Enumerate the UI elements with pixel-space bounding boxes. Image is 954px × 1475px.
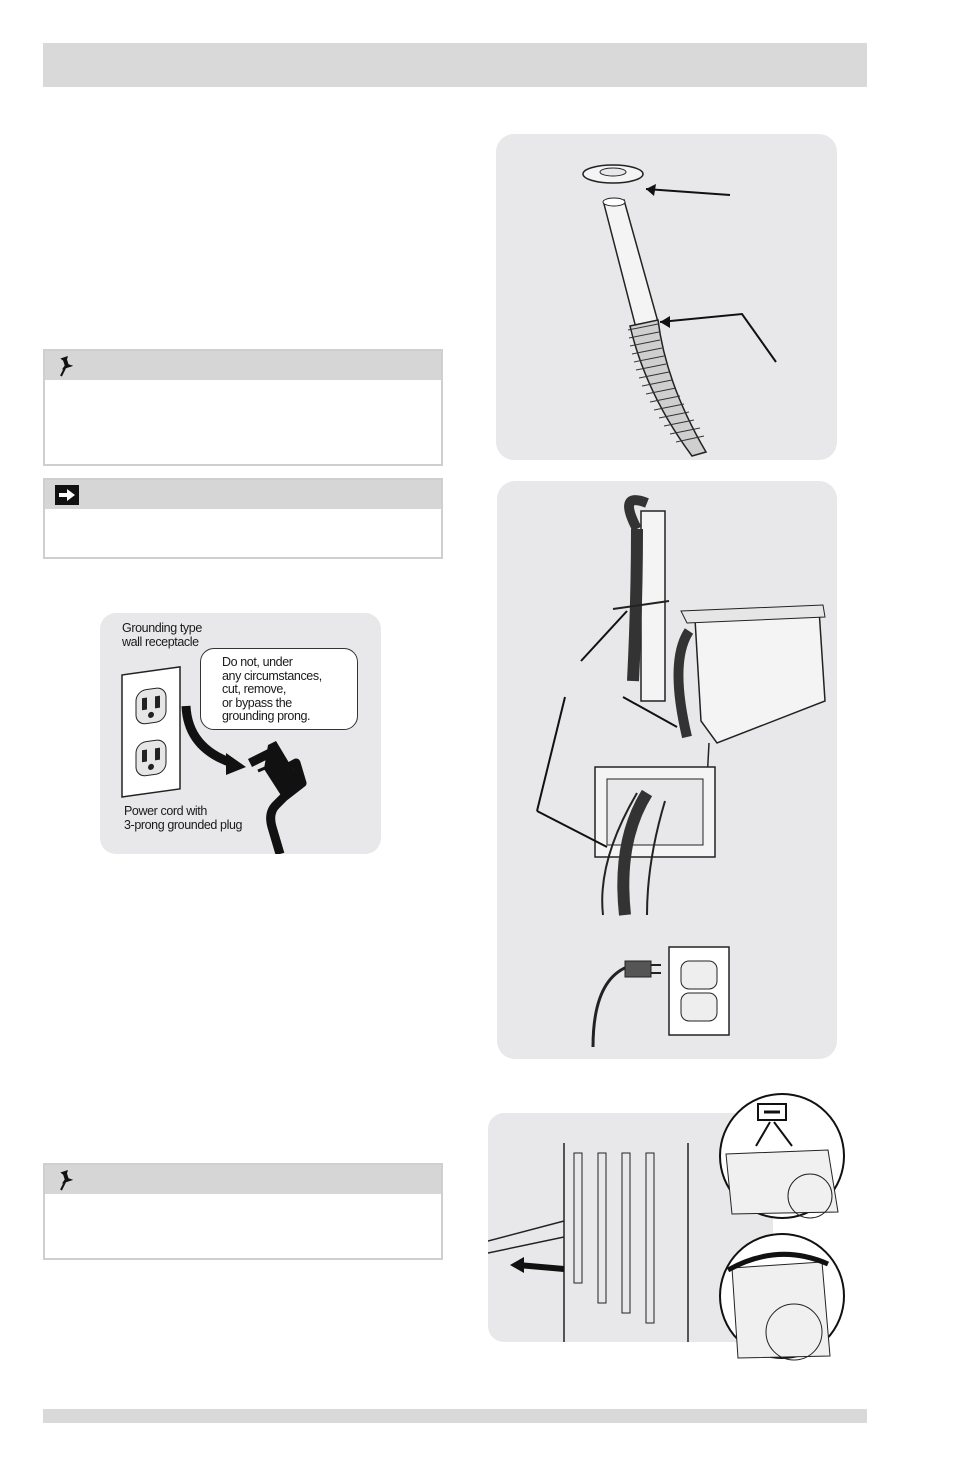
grounding-figure: [100, 613, 381, 854]
warning-bubble: [200, 648, 358, 730]
plug-label: Power cord with 3-prong grounded plug: [124, 804, 243, 832]
note-box-2: [43, 1163, 443, 1260]
arrow-right-icon: [55, 484, 79, 506]
note-box-1: [43, 349, 443, 466]
pushpin-icon: [55, 1169, 79, 1191]
note-header: [45, 1165, 441, 1194]
pushpin-icon: [55, 355, 79, 377]
top-view-detail: [718, 1092, 848, 1222]
drain-hose-figure: [496, 134, 837, 460]
side-view-detail: [718, 1232, 848, 1362]
header-bar: [43, 43, 867, 87]
tip-header: [45, 480, 441, 509]
drain-hose-illustration: [496, 134, 837, 460]
note-header: [45, 351, 441, 380]
footer-bar: [43, 1409, 867, 1423]
drain-installation-figure: [497, 481, 837, 1059]
receptacle-label: Grounding type wall receptacle: [122, 621, 202, 649]
tip-box: [43, 478, 443, 559]
warning-text: Do not, under any circumstances, cut, remove, or bypass the grounding prong.: [222, 655, 322, 724]
drain-installation-illustration: [497, 481, 837, 1059]
